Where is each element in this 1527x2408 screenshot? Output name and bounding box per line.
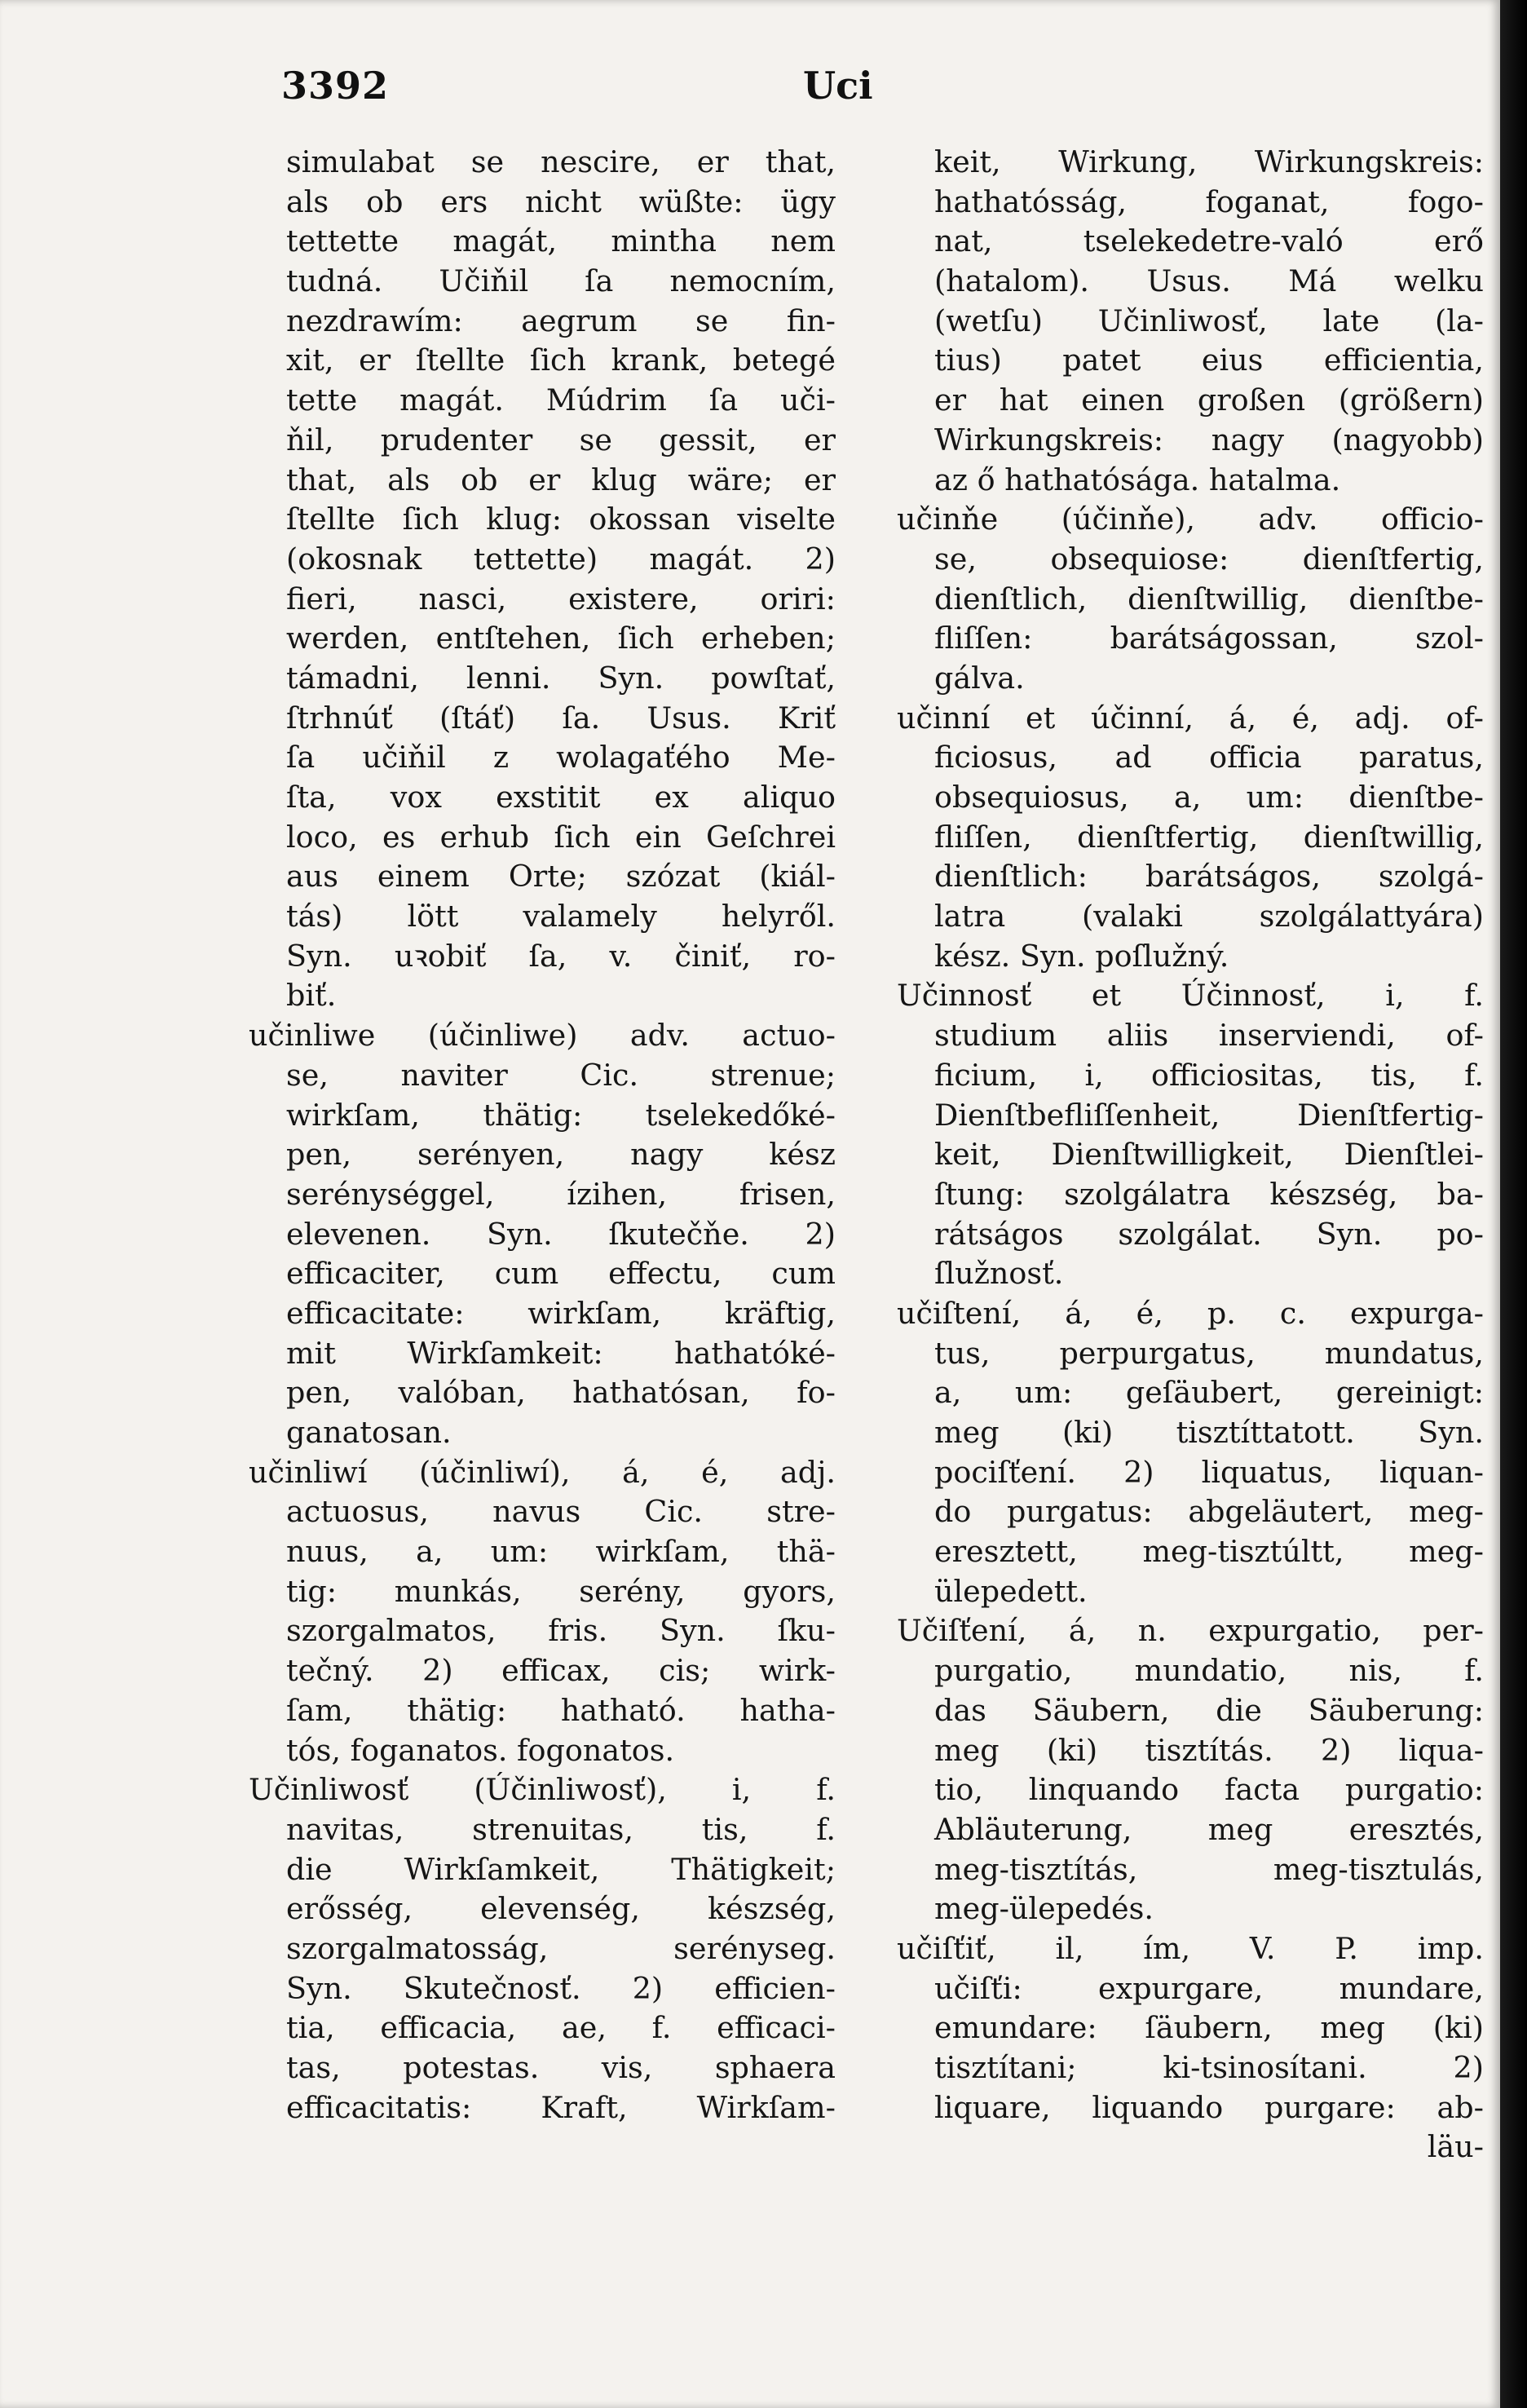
entry-headword-line: učinliwe (účinliwe) adv. actuo- — [249, 1018, 836, 1054]
entry-text-line: hathatósság, foganat, fogo- — [934, 183, 1484, 219]
entry-headword-line: Učinliwosť (Účinliwosť), i, f. — [249, 1772, 836, 1808]
entry-text-line: die Wirkſamkeit, Thätigkeit; — [286, 1851, 836, 1887]
entry-text-line: tus, perpurgatus, mundatus, — [934, 1335, 1484, 1371]
entry-text-line: pen, valóban, hathatósan, fo- — [286, 1375, 836, 1411]
entry-text-line: dienſtlich: barátságos, szolgá- — [934, 859, 1484, 895]
entry-text-line: werden, entſtehen, ſich erheben; — [286, 621, 836, 656]
entry-text-line: studium aliis inserviendi, of- — [934, 1018, 1484, 1054]
entry-text-line: se, naviter Cic. strenue; — [286, 1057, 836, 1093]
entry-text-line: tette magát. Múdrim ſa uči- — [286, 382, 836, 418]
entry-text-line: loco, es erhub ſich ein Geſchrei — [286, 819, 836, 855]
entry-text-line: ſtrhnúť (ſtáť) ſa. Usus. Kriť — [286, 700, 836, 736]
entry-text-line: emundare: ſäubern, meg (ki) — [934, 2010, 1484, 2046]
entry-text-line: efficaciter, cum effectu, cum — [286, 1256, 836, 1292]
entry-text-line: tás) lött valamely helyről. — [286, 899, 836, 934]
entry-text-line: fliſſen: barátságossan, szol- — [934, 621, 1484, 656]
entry-headword-line: Učiſťení, á, n. expurgatio, per- — [897, 1613, 1484, 1649]
entry-text-line: kész. Syn. poſlužný. — [934, 938, 1229, 974]
entry-text-line: ülepedett. — [934, 1573, 1088, 1609]
entry-text-line: tig: munkás, serény, gyors, — [286, 1573, 836, 1609]
entry-text-line: tius) patet eius efficientia, — [934, 342, 1484, 378]
right-column — [897, 143, 1484, 2167]
entry-text-line: támadni, lenni. Syn. powſtať, — [286, 660, 836, 696]
entry-text-line: nuus, a, um: wirkſam, thä- — [286, 1534, 836, 1570]
entry-text-line: nat, tselekedetre-való erő — [934, 223, 1484, 259]
entry-headword-line: učinliwí (účinliwí), á, é, adj. — [249, 1454, 836, 1490]
entry-text-line: szorgalmatos, fris. Syn. ſku- — [286, 1613, 836, 1649]
entry-text-line: ficium, i, officiositas, tis, f. — [934, 1057, 1484, 1093]
entry-text-line: latra (valaki szolgálattyára) — [934, 899, 1484, 934]
entry-text-line: (wetſu) Učinliwosť, late (la- — [934, 303, 1484, 338]
entry-text-line: als ob ers nicht wüßte: ügy — [286, 183, 836, 219]
entry-text-line: erősség, elevenség, készség, — [286, 1891, 836, 1927]
entry-text-line: that, als ob er klug wäre; er — [286, 462, 836, 497]
entry-text-line: Syn. uꝛobiť ſa, v. činiť, ro- — [286, 938, 836, 974]
entry-text-line: tós, foganatos. fogonatos. — [286, 1732, 675, 1768]
entry-text-line: tečný. 2) efficax, cis; wirk- — [286, 1653, 836, 1689]
entry-text-line: efficacitate: wirkſam, kräftig, — [286, 1295, 836, 1331]
entry-text-line: do purgatus: abgeläutert, meg- — [934, 1494, 1484, 1530]
entry-text-line: wirkſam, thätig: tselekedőké- — [286, 1097, 836, 1133]
entry-text-line: serénységgel, ízihen, frisen, — [286, 1176, 836, 1212]
entry-text-line: pen, serényen, nagy kész — [286, 1137, 836, 1173]
entry-text-line: ňil, prudenter se gessit, er — [286, 422, 836, 457]
entry-text-line: Wirkungskreis: nagy (nagyobb) — [934, 422, 1484, 457]
entry-text-line: pociſťení. 2) liquatus, liquan- — [934, 1454, 1484, 1490]
entry-text-line: simulabat se nescire, er that, — [286, 144, 836, 179]
entry-text-line: Syn. Skutečnosť. 2) efficien- — [286, 1970, 836, 2006]
entry-text-line: tas, potestas. vis, sphaera — [286, 2050, 836, 2085]
entry-text-line: elevenen. Syn. ſkutečňe. 2) — [286, 1216, 836, 1252]
scan-edge-shadow — [1500, 0, 1527, 2408]
page-number: 3392 — [281, 64, 390, 108]
entry-headword-line: učinní et účinní, á, é, adj. of- — [897, 700, 1484, 736]
entry-text-line: keit, Dienſtwilligkeit, Dienſtlei- — [934, 1137, 1484, 1173]
entry-text-line: tia, efficacia, ae, f. efficaci- — [286, 2010, 836, 2046]
entry-text-line: dienſtlich, dienſtwillig, dienſtbe- — [934, 581, 1484, 616]
entry-text-line: tettette magát, mintha nem — [286, 223, 836, 259]
entry-text-line: ſtellte ſich klug: okossan viselte — [286, 501, 836, 537]
entry-headword-line: Učinnosť et Účinnosť, i, f. — [897, 978, 1484, 1014]
entry-headword-line: učinňe (účinňe), adv. officio- — [897, 501, 1484, 537]
entry-text-line: ficiosus, ad officia paratus, — [934, 740, 1484, 775]
entry-text-line: učiſťi: expurgare, mundare, — [934, 1970, 1484, 2006]
entry-text-line: fieri, nasci, existere, oriri: — [286, 581, 836, 616]
entry-text-line: (hatalom). Usus. Má welku — [934, 263, 1484, 299]
left-column — [249, 143, 836, 2127]
entry-text-line: eresztett, meg-tisztúltt, meg- — [934, 1534, 1484, 1570]
entry-text-line: ſa učiňil z wolagaťého Me- — [286, 740, 836, 775]
entry-text-line: meg-tisztítás, meg-tisztulás, — [934, 1851, 1484, 1887]
entry-headword-line: učiſtení, á, é, p. c. expurga- — [897, 1295, 1484, 1331]
entry-headword-line: učiſťiť, il, ím, V. P. imp. — [897, 1930, 1484, 1966]
entry-text-line: liquare, liquando purgare: ab- — [934, 2089, 1484, 2125]
entry-text-line: se, obsequiose: dienſtfertig, — [934, 541, 1484, 577]
entry-text-line: ſlužnosť. — [934, 1256, 1064, 1292]
entry-text-line: meg (ki) tisztíttatott. Syn. — [934, 1415, 1484, 1450]
entry-text-line: purgatio, mundatio, nis, f. — [934, 1653, 1484, 1689]
entry-text-line: meg (ki) tisztítás. 2) liqua- — [934, 1732, 1484, 1768]
entry-text-line: az ő hathatósága. hatalma. — [934, 462, 1341, 497]
entry-text-line: aus einem Orte; szózat (kiál- — [286, 859, 836, 895]
entry-text-line: gálva. — [934, 660, 1025, 696]
entry-text-line: obsequiosus, a, um: dienſtbe- — [934, 780, 1484, 815]
running-head: Uci — [803, 64, 873, 108]
entry-text-line: mit Wirkſamkeit: hathatóké- — [286, 1335, 836, 1371]
entry-text-line: Abläuterung, meg eresztés, — [934, 1811, 1484, 1847]
catchword: läu- — [1427, 2129, 1484, 2165]
entry-text-line: er hat einen großen (größern) — [934, 382, 1484, 418]
entry-text-line: xit, er ſtellte ſich krank, betegé — [286, 342, 836, 378]
page-header — [0, 64, 1500, 121]
entry-text-line: efficacitatis: Kraft, Wirkſam- — [286, 2089, 836, 2125]
entry-text-line: (okosnak tettette) magát. 2) — [286, 541, 836, 577]
entry-text-line: szorgalmatosság, serényseg. — [286, 1930, 836, 1966]
entry-text-line: ganatosan. — [286, 1415, 452, 1450]
entry-text-line: rátságos szolgálat. Syn. po- — [934, 1216, 1484, 1252]
entry-text-line: meg-ülepedés. — [934, 1891, 1154, 1927]
entry-text-line: tio, linquando facta purgatio: — [934, 1772, 1484, 1808]
entry-text-line: navitas, strenuitas, tis, f. — [286, 1811, 836, 1847]
entry-text-line: keit, Wirkung, Wirkungskreis: — [934, 144, 1484, 179]
entry-text-line: fliſſen, dienſtfertig, dienſtwillig, — [934, 819, 1484, 855]
entry-text-line: Dienſtbefliſſenheit, Dienſtfertig- — [934, 1097, 1484, 1133]
entry-text-line: tudná. Učiňil ſa nemocním, — [286, 263, 836, 299]
entry-text-line: actuosus, navus Cic. stre- — [286, 1494, 836, 1530]
entry-text-line: a, um: geſäubert, gereinigt: — [934, 1375, 1484, 1411]
entry-text-line: ſam, thätig: hatható. hatha- — [286, 1692, 836, 1728]
entry-text-line: nezdrawím: aegrum se fin- — [286, 303, 836, 338]
entry-text-line: das Säubern, die Säuberung: — [934, 1692, 1484, 1728]
entry-text-line: tisztítani; ki-tsinosítani. 2) — [934, 2050, 1484, 2085]
entry-text-line: ſta, vox exstitit ex aliquo — [286, 780, 836, 815]
entry-text-line: biť. — [286, 978, 337, 1014]
entry-text-line: ſtung: szolgálatra készség, ba- — [934, 1176, 1484, 1212]
